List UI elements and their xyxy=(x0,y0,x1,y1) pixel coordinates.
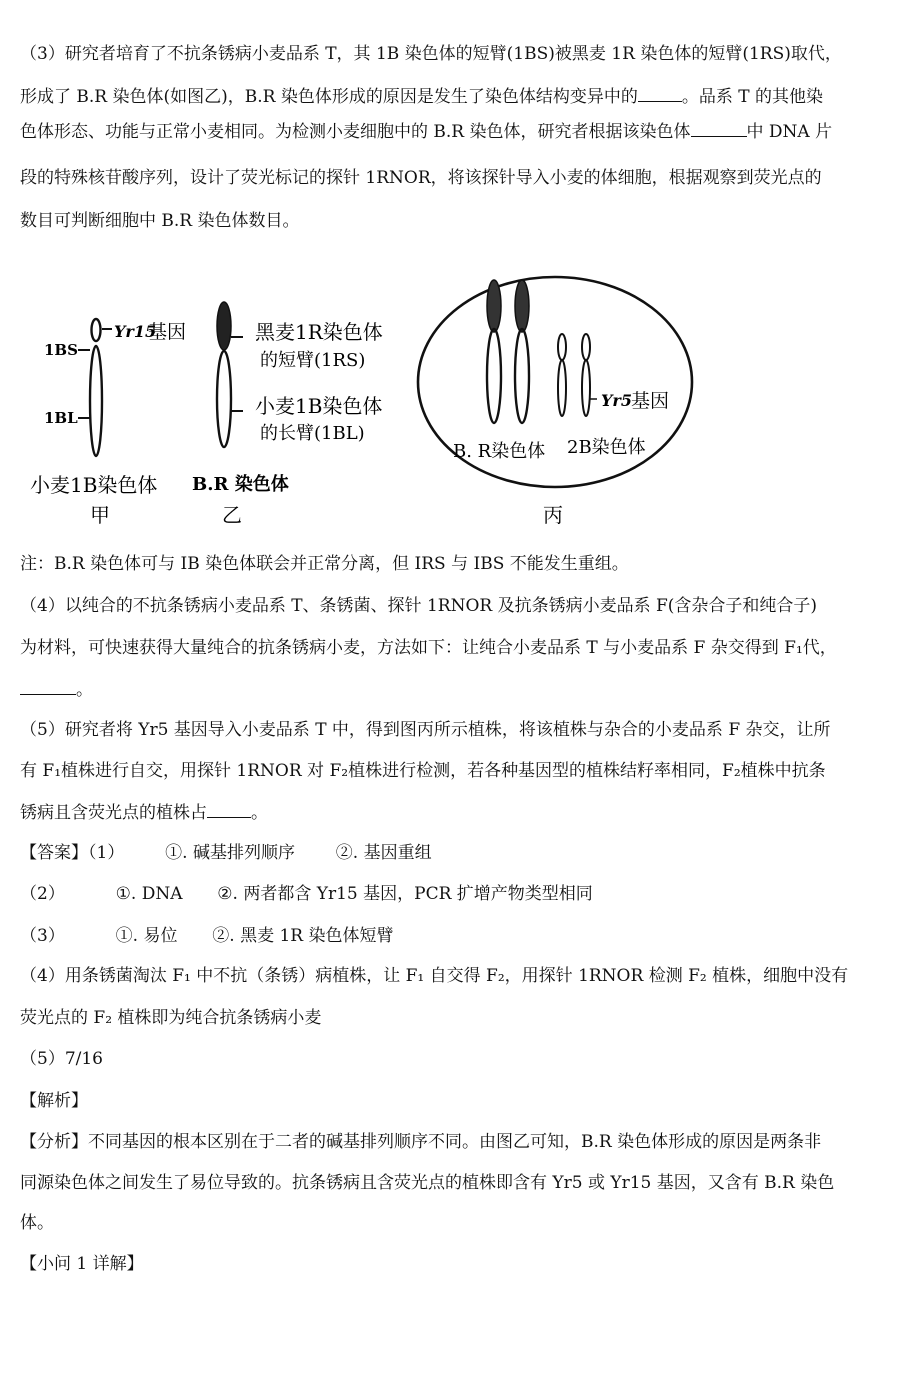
gene-yr5-suffix: 基因 xyxy=(631,390,670,412)
label-1bs: 1BS xyxy=(44,341,78,359)
analysis-header: 【解析】 xyxy=(20,1091,88,1111)
q5-line-2: 有 F₁植株进行自交，用探针 1RNOR 对 F₂植株进行检测，若各种基因型的植株结籽率相同，F₂植株中抗条 xyxy=(20,761,826,781)
answer-3 xyxy=(20,924,394,948)
q3-line-1: （3）研究者培育了不抗条锈病小麦品系 T，其 1B 染色体的短臂(1BS)被黑麦 1R 染色体的短臂(1RS)取代， xyxy=(20,44,842,64)
answer-blank-1 xyxy=(638,85,682,102)
figure-jia xyxy=(30,319,186,527)
gene-yr5: Yr5 xyxy=(601,391,632,410)
label-bl-line1: 小麦1B染色体 xyxy=(255,394,383,418)
tag-yi: 乙 xyxy=(222,503,242,527)
q5-line-3-tail: 。 xyxy=(251,803,268,823)
figure-bing xyxy=(418,277,692,527)
answer-4-line-2: 荧光点的 F₂ 植株即为纯合抗条锈病小麦 xyxy=(20,1008,322,1028)
answer-2 xyxy=(20,882,593,906)
answer-1-choice-1: ①. 碱基排列顺序 xyxy=(165,843,295,863)
answer-1-choice-2: ②. 基因重组 xyxy=(335,843,432,863)
jia-long-arm xyxy=(90,346,102,456)
answer-5: （5）7/16 xyxy=(20,1049,103,1069)
chromosome-figure xyxy=(0,275,900,535)
bing-br1-bl xyxy=(487,329,501,423)
jia-short-arm xyxy=(92,319,101,341)
answer-2-choice-2: ②. 两者都含 Yr15 基因，PCR 扩增产物类型相同 xyxy=(217,884,593,904)
answer-4-line-1: （4）用条锈菌淘汰 F₁ 中不抗（条锈）病植株，让 F₁ 自交得 F₂，用探针 1RNOR 检测 F₂ 植株，细胞中没有 xyxy=(20,966,849,986)
q3-line-3-tail: 中 DNA 片 xyxy=(746,122,833,142)
bing-br2-bl xyxy=(515,329,529,423)
q5-line-1: （5）研究者将 Yr5 基因导入小麦品系 T 中，得到图丙所示植株，将该植株与杂合的小麦品系 F 杂交，让所 xyxy=(20,720,831,740)
analysis-line-1: 【分析】不同基因的根本区别在于二者的碱基排列顺序不同。由图乙可知，B.R 染色体形成的原因是两条非 xyxy=(20,1132,822,1152)
answer-2-choice-1: ①. DNA xyxy=(115,884,183,904)
answer-1 xyxy=(20,841,432,865)
answer-2-prefix: （2） xyxy=(20,884,65,904)
gene-yr15-suffix: 基因 xyxy=(148,321,187,343)
answer-3-choice-2: ②. 黑麦 1R 染色体短臂 xyxy=(212,926,394,946)
q4-line-2: 为材料，可快速获得大量纯合的抗条锈病小麦，方法如下：让纯合小麦品系 T 与小麦品系 F 杂交得到 F₁代， xyxy=(20,638,837,658)
caption-jia: 小麦1B染色体 xyxy=(30,473,158,497)
q3-line-5: 数目可判断细胞中 B.R 染色体数目。 xyxy=(20,211,300,231)
caption-yi: B.R 染色体 xyxy=(192,474,289,495)
answer-blank-2 xyxy=(691,120,747,137)
answer-3-choice-1: ①. 易位 xyxy=(115,926,178,946)
bing-2b2-long xyxy=(582,360,590,416)
analysis-line-2: 同源染色体之间发生了易位导致的。抗条锈病且含荧光点的植株即含有 Yr5 或 Yr15 基因，又含有 B.R 染色 xyxy=(20,1173,835,1193)
answer-blank-3 xyxy=(20,678,76,695)
q3-line-4: 段的特殊核苷酸序列，设计了荧光标记的探针 1RNOR，将该探针导入小麦的体细胞，根据观察到荧光点的 xyxy=(20,168,822,188)
q5-line-3-text: 锈病且含荧光点的植株占 xyxy=(20,803,207,823)
sub-question-1-header: 【小问 1 详解】 xyxy=(20,1254,144,1274)
answer-blank-4 xyxy=(207,801,251,818)
answer-3-prefix: （3） xyxy=(20,926,65,946)
bing-br1-rs xyxy=(487,280,501,332)
label-br: B. R染色体 xyxy=(453,441,546,462)
label-bl-line2: 的长臂(1BL) xyxy=(260,423,365,444)
q5-line-3 xyxy=(20,801,268,825)
tag-jia: 甲 xyxy=(90,503,110,527)
q4-line-3-tail: 。 xyxy=(76,680,93,700)
q4-line-3 xyxy=(20,678,93,702)
label-1bl: 1BL xyxy=(44,409,78,427)
bing-br2-rs xyxy=(515,280,529,332)
gene-yr15: Yr15 xyxy=(114,322,157,341)
q3-line-3 xyxy=(20,120,832,144)
note-line: 注：B.R 染色体可与 IB 染色体联会并正常分离，但 IRS 与 IBS 不能发生重组。 xyxy=(20,554,629,574)
yi-bl-arm xyxy=(217,351,231,447)
q4-line-1: （4）以纯合的不抗条锈病小麦品系 T、条锈菌、探针 1RNOR 及抗条锈病小麦品系 F(含杂合子和纯合子) xyxy=(20,596,818,616)
label-rs-line1: 黑麦1R染色体 xyxy=(255,320,383,344)
figure-yi xyxy=(192,302,383,527)
q3-line-2 xyxy=(20,85,823,109)
yi-rs-arm xyxy=(217,302,231,350)
answer-1-prefix: 【答案】（1） xyxy=(20,843,125,863)
label-rs-line2: 的短臂(1RS) xyxy=(260,350,366,371)
label-2b: 2B染色体 xyxy=(567,437,646,458)
bing-2b1-long xyxy=(558,360,566,416)
q3-line-2-text: 形成了 B.R 染色体(如图乙)，B.R 染色体形成的原因是发生了染色体结构变异中的 xyxy=(20,87,638,107)
tag-bing: 丙 xyxy=(543,503,563,527)
bing-2b2-short xyxy=(582,334,590,360)
bing-2b1-short xyxy=(558,334,566,360)
analysis-line-3: 体。 xyxy=(20,1213,54,1233)
q3-line-3-text: 色体形态、功能与正常小麦相同。为检测小麦细胞中的 B.R 染色体，研究者根据该染色体 xyxy=(20,122,691,142)
q3-line-2-tail: 。品系 T 的其他染 xyxy=(681,87,824,107)
